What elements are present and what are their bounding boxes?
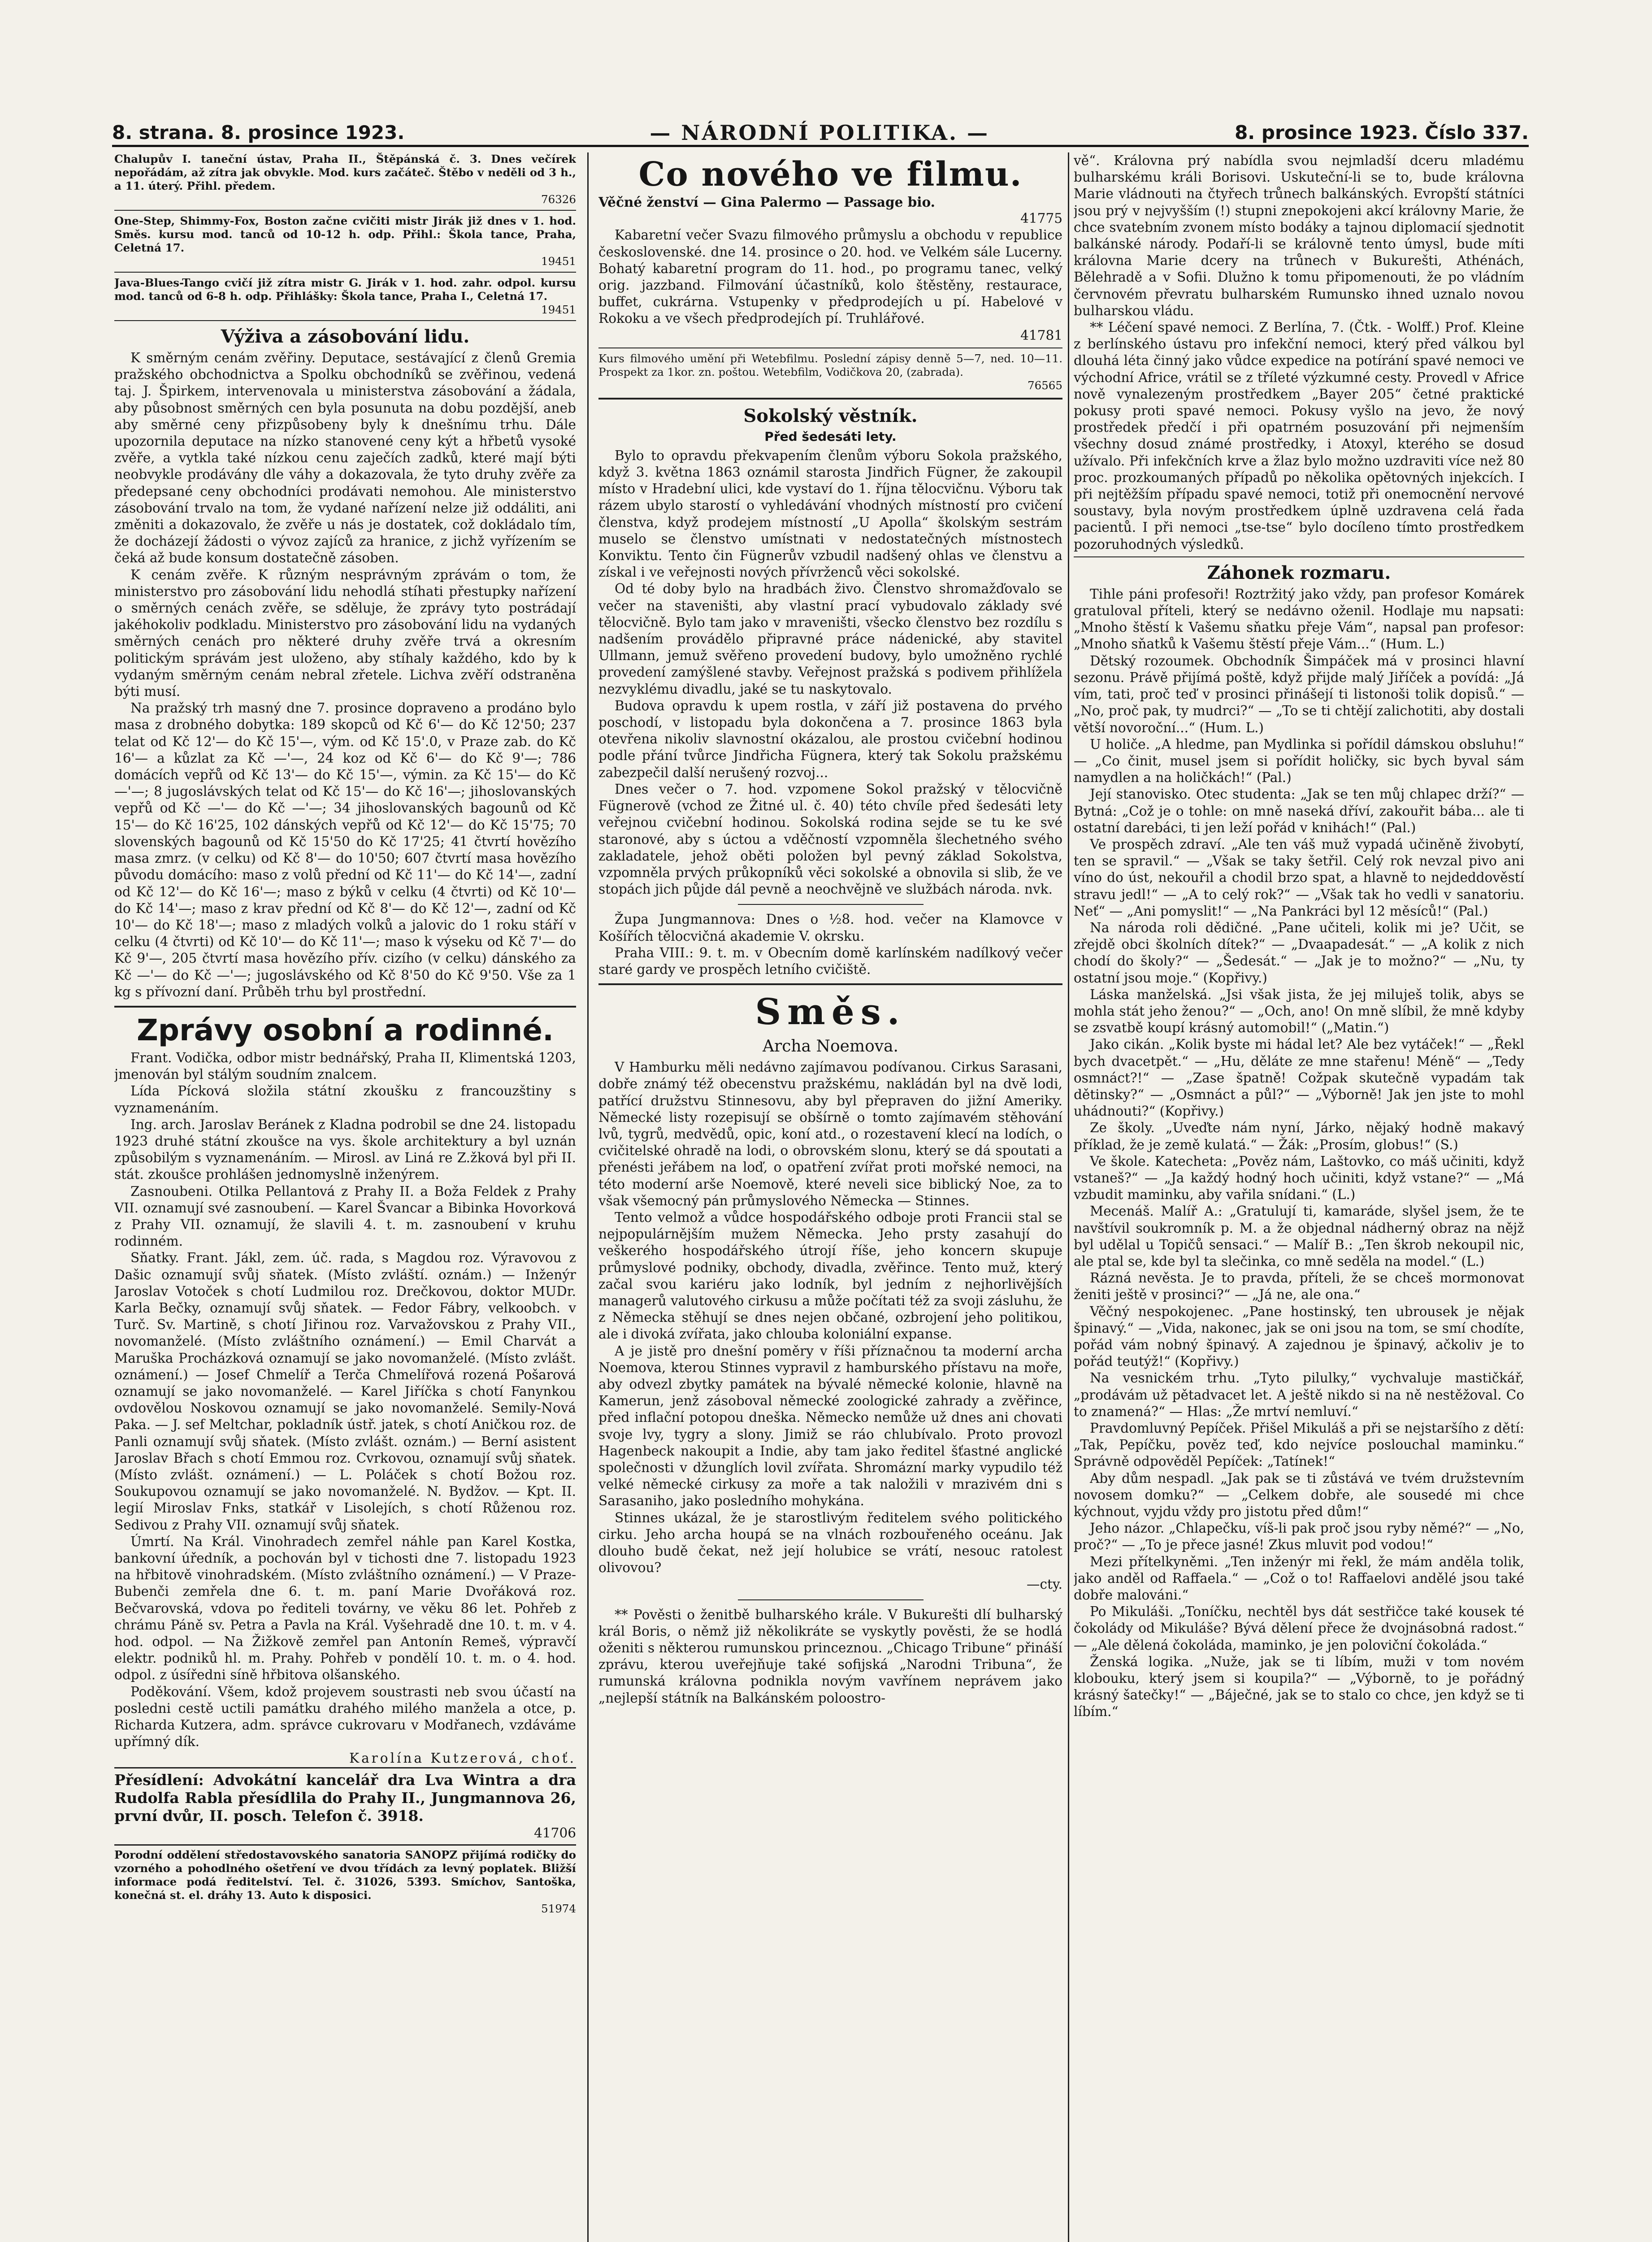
column-2 [598, 152, 1062, 2242]
article-paragraph: Ing. arch. Jaroslav Beránek z Kladna podrobil se dne 24. listopadu 1923 druhé státní zkoušce na vys. škole architektury a byl uznán způsobilým s vyznamenáním. — Mirosl. av Liná re Z.žková byl při II. stát. zkoušce prohlášen jednomyslně inženýrem. [114, 1117, 576, 1182]
section-subtitle: Před šedesáti lety. [764, 429, 897, 444]
article-paragraph: ** Léčení spavé nemoci. Z Berlína, 7. (Čtk. - Wolff.) Prof. Kleine z berlínského ústavu pro infekční nemoci, který před válkou byl dlouhá léta činný jako vůdce expedice na potírání spavé nemoci ve východní Africe, vrátil se z tříleté výzkumné cesty. Provedl v Africe nově vynalezeným prostředkem „Bayer 205“ četné praktické pokusy proti spavé nemoci. Pokusy vyšlo na jevo, že nový prostředek předčí i při opatrném posuzování při nejmenším všechny dosud známé prostředky, i Atoxyl, kterého se dosud užívalo. Při infekčních krve a žlaz bylo možno uzdraviti více než 80 proc. prozkoumaných případů po několika opětovných injekcích. I při nejtěžším případu spavé nemoci, totiž při onemocnění nervové soustavy, byla novým prostředkem úplně uzdravena celá řada pacientů. I při nemoci „tse-tse“ bylo docíleno tímto prostředkem pozoruhodných výsledků. [1074, 320, 1524, 552]
article-paragraph: A je jistě pro dnešní poměry v říši příznačnou ta moderní archa Noemova, kterou Stinnes vypravil z hamburského přístavu na moře, aby odvezl zbytky památek na bývalé německé kolonie, hlavně na Kamerun, jenž zásoboval německé zoologické zahrady a zvěřince, před inflační potopou dneška. Německo nemůže už dnes ani chovati svoje lvy, tygry a slony. Jimiž se ráo chlubívalo. Proto provozl Hagenbeck nakoupit a Indie, aby tam jako ředitel šťastné anglické společnosti v džunglích lovil zvířata. Shromázní marky vypudilo též velké německé cirkusy za moře a tak naložili v mrazivém dni s Sarasaniho, jako posledního mohykána. [598, 1343, 1062, 1509]
ad-text: One-Step, Shimmy-Fox, Boston začne cvičiti mistr Jirák již dnes v 1. hod. Směs. kursu mod. tanců od 10-12 h. odp. Přihl.: Škola tance, Praha, Celetná 17. [114, 214, 576, 254]
ad-code: 41775 [1020, 211, 1062, 226]
column-rule [1068, 152, 1069, 2242]
masthead-page-date: 8. strana. 8. prosince 1923. [112, 122, 405, 143]
joke-paragraph: Jako cikán. „Kolik byste mi hádal let? Ale bez vytáček!“ — „Řekl bych dvacetpět.“ — „Hu, děláte ze mne stařenu! Méně“ — „Tedy osmnáct?!“ — „Zase špatně! Cožpak skutečně vypadám tak dětinsky?“ — „Osmnáct a půl?“ — „Výborně! Jak jen jste to mohl uhádnouti?“ (Kopřivy.) [1074, 1037, 1524, 1119]
signature: Karolína Kutzerová, choť. [349, 1751, 576, 1766]
classified-ad [114, 152, 576, 206]
article-paragraph: Tento velmož a vůdce hospodářského odboje proti Francii stal se nejpopulárnějším mužem Německa. Jeho prsty zasahují do veškerého hospodářského útrojí říše, jeho koncern skupuje průmyslové podniky, obchody, divadla, zvěřince. Tento muž, který začal svou kariéru jako lodník, byl jedním z nejhorlivějších managerů valutového cirkusu a může počítati též za svoji zásluhu, že z Německa stěhují se dnes nejen občané, ozbrojení jeho politikou, ale i divoká zvířata, jako chlouba koloniální expanse. [598, 1209, 1062, 1342]
joke-paragraph: Dětský rozoumek. Obchodník Šimpáček má v prosinci hlavní sezonu. Právě přijímá poště, když přijde malý Jiříček a povídá: „Já vím, tati, proč teď v prosinci přinášejí ti listonoši tolik dopisů.“ — „No, proč pak, ty mudrci?“ — „To se ti chtějí zalichotiti, aby dostali větší novoroční...“ (Hum. L.) [1074, 653, 1524, 735]
divider [598, 398, 1062, 400]
ad-code: 19451 [541, 255, 576, 268]
column-3 [1074, 152, 1524, 2242]
article-paragraph: K cenám zvěře. K různým nesprávným zprávám o tom, že ministerstvo pro zásobování lidu nehodlá stíhati přestupky nařízení o směrných cenách zvěře, se sděluje, že zprávy tyto postrádají jakéhokoliv podkladu. Ministerstvo pro zásobování lidu na vydaných směrných cenách pro některé druhy zvěře trvá a okresním politickým správám jest uloženo, aby stíhaly každého, kdo by k vydaným směrným cenám nebral zřetele. Lichva zvěří odstraněna býti musí. [114, 567, 576, 700]
joke-paragraph: Jeho názor. „Chlapečku, víš-li pak proč jsou ryby němé?“ — „No, proč?“ — „To je přece jasné! Zkus mluvit pod vodou!“ [1074, 1521, 1524, 1553]
article-paragraph: Kurs filmového umění při Wetebfilmu. Poslední zápisy denně 5—7, ned. 10—11. Prospekt za 1kor. zn. poštou. Wetebfilm, Vodičkova 20, (zabrada). [598, 352, 1062, 378]
masthead-issue: 8. prosince 1923. Číslo 337. [1235, 122, 1529, 143]
ad-code: 51974 [541, 1902, 576, 1915]
column-1 [114, 152, 576, 2242]
section-title-zpravy: Zprávy osobní a rodinné. [136, 1012, 554, 1047]
ad-code: 76565 [1028, 378, 1062, 392]
joke-paragraph: Mezi přítelkyněmi. „Ten inženýr mi řekl, že mám anděla tolik, jako anděl od Raffaela.“ — „Což o to! Raffaelovi andělé jsou také dobře malováni.“ [1074, 1554, 1524, 1603]
article-paragraph: Poděkování. Všem, kdož projevem soustrasti neb svou účastí na posledni cestě uctili památku drahého milého manžela a otce, p. Richarda Kutzera, adm. správce cukrovaru v Modřanech, vzdáváme upřímný dík. [114, 1684, 576, 1750]
article-paragraph: Župa Jungmannova: Dnes o ½8. hod. večer na Klamovce v Košířích tělocvičná akademie V. okrsku. [598, 912, 1062, 944]
section-title-film: Co nového ve filmu. [638, 155, 1023, 194]
ad-text: Java-Blues-Tango cvičí již zítra mistr G. Jirák v 1. hod. zahr. odpol. kursu mod. tanců od 6-8 h. odp. Přihlášky: Škola tance, Praha I., Celetná 17. [114, 276, 576, 303]
joke-paragraph: U holiče. „A hledme, pan Mydlinka si pořídil dámskou obsluhu!“ — „Co činit, musel jsem si pořídit holičky, sic bych byval sám namydlen a na holičkách!“ (Pal.) [1074, 736, 1524, 786]
article-paragraph: Na pražský trh masný dne 7. prosince dopraveno a prodáno bylo masa z drobného dobytka: 189 skopců od Kč 6'— do Kč 12'50; 237 telat od Kč 12'— do Kč 15'—, vým. od Kč 15'.0, v Praze zab. do Kč 16'— a kůzlat za Kč —'—, 24 koz od Kč 6'— do Kč 9'—; 786 domácích vepřů od Kč 13'— do Kč 15'—, výmin. za Kč 15'— do Kč —'—; 8 jugoslávských telat od Kč 15'— do Kč 16'—; jihoslovanských vepřů od Kč —'— do Kč —'—; 34 jihoslovanských bagounů od Kč 15'— do Kč 16'25, 102 dánských vepřů od Kč 12'— do Kč 15'75; 70 slovenských bagounů od Kč 15'50 do Kč 17'25; 41 čtvrtí hovězího masa zmrz. (v celku) od Kč 8'— do 10'50; 607 čtvrtí masa hovězího původu domácího: maso z volů přední od Kč 11'— do Kč 14'—, zadní od Kč 12'— do Kč 16'—; maso z býků v celku (4 čtvrti) od Kč 10'— do Kč 14'—; maso z krav přední od Kč 8'— do Kč 12'—, zadní od Kč 10'— do Kč 18'—; maso z mladých volků a jalovic do 1 roku stáří v celku (4 čtvrti) od Kč 10'— do Kč 11'—; maso k výseku od Kč 7'— do Kč 9'—, 205 čtvrtí masa hovězího přív. cizího (v celku) dánského za Kč —'— do Kč —'—; jugoslávského od Kč 8'50 do Kč 9'50. Vše za 1 kg s přívozní daní. Průběh trhu byl prostřední. [114, 700, 576, 999]
joke-paragraph: Její stanovisko. Otec studenta: „Jak se ten můj chlapec drží?“ — Bytná: „Což je o tohle: on mně naseká dříví, zakouřit bába... ale ti ostatní darebáci, ti jen leží pořád v knihách!“ (Pal.) [1074, 786, 1524, 835]
joke-paragraph: Ženská logika. „Nuže, jak se ti líbím, muži v tom novém klobouku, který jsem si koupila?“ — „Výborně, to je pořádný krásný šatečky!“ — „Báječné, jak se to stalo co chce, jen když se ti líbím.“ [1074, 1654, 1524, 1720]
divider [114, 210, 576, 211]
article-paragraph: Stinnes ukázal, že je starostlivým ředitelem svého politického cirku. Jeho archa houpá se na vlnách rozbouřeného oceánu. Jak dlouho budě čekat, než její holubice se vrátí, nesouc ratolest olivovou? [598, 1510, 1062, 1576]
divider [114, 272, 576, 273]
joke-paragraph: Láska manželská. „Jsi však jista, že jej miluješ tolik, abys se mohla stát jeho ženou?“ — „Och, ano! On mně slíbil, že mně kdyby se zsvatbě koupí krásný automobil!“ („Matin.“) [1074, 986, 1524, 1036]
divider [738, 904, 924, 905]
ad-text: Chalupův I. taneční ústav, Praha II., Štěpánská č. 3. Dnes večírek nepořádám, až zítra jak obvykle. Mod. kurs začáteč. Štěbo v neděli od 3 h., a 11. úterý. Přihl. předem. [114, 152, 576, 192]
joke-paragraph: Na vesnickém trhu. „Tyto pilulky,“ vychvaluje mastičkář, „prodávám už pětadvacet let. A ještě nikdo si na ně nestěžoval. Co to znamená?“ — Hlas: „Že mrtví nemluví.“ [1074, 1370, 1524, 1419]
ad-text: Přesídlení: Advokátní kancelář dra Lva Wintra a dra Rudolfa Rabla přesídlila do Prahy II., Jungmannova 26, první dvůr, II. posch. Telefon č. 3918. [114, 1771, 576, 1825]
ad-code: 41706 [534, 1825, 576, 1841]
classified-ad [114, 1844, 576, 1916]
article-paragraph: Úmrtí. Na Král. Vinohradech zemřel náhle pan Karel Kostka, bankovní úředník, a pochován byl v tichosti dne 7. listopadu 1923 na hřbitově vinohradském. (Místo zvláštního oznámení.) — V Praze-Bubenči zemřela dne 6. t. m. paní Marie Dvořáková roz. Bečvarovská, vdova po řediteli továrny, ve věku 86 let. Pohřeb z chrámu Páně sv. Petra a Pavla na Král. Vyšehradě dne 10. t. m. v 4. hod. odpol. — Na Žižkově zemřel pan Antonín Remeš, výpravčí elektr. podniků hl. m. Prahy. Pohřeb v pondělí 10. t. m. o 4. hod. odpol. z úsíředni síně hřbitova olšanského. [114, 1534, 576, 1683]
joke-paragraph: Ve škole. Katecheta: „Pověz nám, Laštovko, co máš učiniti, když vstaneš?“ — „Ja každý hodný hoch učiniti, když vstane?“ — „Má vzbudit maminku, aby vařila snídani.“ (L.) [1074, 1153, 1524, 1203]
column-rule [587, 152, 589, 2242]
classified-ad [114, 1767, 576, 1842]
article-paragraph: Od té doby bylo na hradbách živo. Členstvo shromažďovalo se večer na staveništi, aby vlastní prací vybudovalo základy své tělocvičně. Bylo tam jako v mraveništi, všecko členstvo bez rozdílu s nadšením provádělo připravné práce nádenické, aby stavitel Ullmann, jemuž svěřeno provedení budovy, bylo umožněno rychlé provedení zamýšlené stavby. Veřejnost pražská s podivem přihlížela nezvyklému divadlu, jaké se tu naskytovalo. [598, 581, 1062, 697]
ad-code: 19451 [541, 303, 576, 316]
divider [598, 983, 1062, 985]
joke-paragraph: Po Mikuláši. „Toníčku, nechtěl bys dát sestřičce také kousek té čokolády od Mikuláše? Bývá dělení přece že dvojnásobná radost.“ — „Ale dělená čokoláda, maminko, je jen poloviční čokoláda.“ [1074, 1604, 1524, 1653]
article-paragraph: vě“. Královna prý nabídla svou nejmladší dceru mladému bulharskému králi Borisovi. Uskuteční-li se to, bude královna Marie vládnouti na čtyřech trůnech balkánských. Evropští státníci jsou prý v nejvyšším (!) stupni znepokojeni akcí královny Marie, že chce svatebním zvonem místo bodáky a tajnou diplomacií sjednotit balkánské národy. Podaří-li se královně tento úmysl, bude míti královna Marie dcery na trůnech v Bukurešti, Athénách, Bělehradě a v Sofii. Dlužno k tomu připomenouti, že po vládním červnovém převratu bulharském Rumunsko ihned uznalo novou bulharskou vládu. [1074, 153, 1524, 318]
section-title-vyziva: Výživa a zásobování lidu. [221, 326, 470, 347]
joke-paragraph: Tihle páni profesoři! Roztržitý jako vždy, pan profesor Komárek gratuloval příteli, který se nedávno oženil. Hodlaje mu napsati: „Mnoho štěstí k Vašemu sňatku přeje Vám“, napsal pan profesor: „Mnoho sňatků k Vašemu štěstí přeje Vám...“ (Hum. L.) [1074, 586, 1524, 652]
ad-code: 76326 [541, 193, 576, 206]
joke-paragraph: Rázná nevěsta. Je to pravda, příteli, že se chceš mormonovat ženiti ještě v prosinci?“ — „Já ne, ale ona.“ [1074, 1270, 1524, 1303]
article-paragraph: K směrným cenám zvěřiny. Deputace, sestávající z členů Gremia pražského obchodnictva a Spolku obchodníků se zvěřinou, vedená taj. J. Špirkem, intervenovala u ministerstva zásobování a žádala, aby působnost směrných cen byla posunuta na dobu pozdější, aneb aby směrné ceny přizpůsobeny byly k dnešnímu trhu. Dále upozornila deputace na nízko stanovené ceny kýt a hřbetů vysoké zvěře, a vytkla také nízkou cenu zaječích zadků, které mají býti neobvykle prodávány dle váhy a dokazovala, že tyto druhy zvěře za předepsané ceny obchodníci prodávati nemohou. Ale ministerstvo zásobování trvalo na tom, že vydané nařízení nelze již oddáliti, ani změniti a dokazovalo, že zvěře u nás je dostatek, což dokládalo tím, že docházejí žádosti o vývoz zajíců za hranice, z jichž vyřízením se čeká až bude konsum dostatečně zásoben. [114, 350, 576, 566]
classified-ad [114, 276, 576, 317]
article-paragraph: Kabaretní večer Svazu filmového průmyslu a obchodu v republice československé. dne 14. prosince o 20. hod. ve Velkém sále Lucerny. Bohatý kabaretní program do 11. hod., po programu tanec, velký orig. jazzband. Filmování účastníků, kolo štěstěny, restaurace, buffet, cukrárna. Vstupenky v předprodejích u pí. Habelové v Rokoku a ve všech předprodejích pí. Truhlářové. [598, 227, 1062, 326]
article-paragraph: Praha VIII.: 9. t. m. v Obecním domě karlínském nadílkový večer staré gardy ve prospěch letního cvičiště. [598, 945, 1062, 977]
joke-paragraph: Věčný nespokojenec. „Pane hostinský, ten ubrousek je nějak špinavý.“ — „Vida, nakonec, jak se oni jsou na tom, se smí chodíte, pořád vám nobný špinavý. A zajednou je špinavý, ačkoliv je to pořád teutýž!“ (Kopřivy.) [1074, 1303, 1524, 1369]
divider [114, 320, 576, 321]
article-paragraph: Lída Pícková složila státní zkoušku z francouzštiny s vyznamenáním. [114, 1083, 576, 1116]
publication-title: — NÁRODNÍ POLITIKA. — [650, 120, 990, 145]
article-paragraph: Sňatky. Frant. Jákl, zem. úč. rada, s Magdou roz. Výravovou z Dašic oznamují svůj sňatek. (Místo zvláští. oznám.) — Inženýr Jaroslav Votoček s chotí Ludmilou roz. Drečkovou, doktor MUDr. Karla Bečky, oznamují svůj sňatek. — Fedor Fábry, velkoobch. v Turč. Sv. Martině, s chotí Jiřinou roz. Varvažovskou z Prahy VII., novomanželé. (Místo zvláštního oznámení.) — Emil Charvát a Maruška Procházková oznamují se jako novomanželé. (Místo zvlášt. oznámení.) — Josef Chmelíř a Terča Chmelířová rozená Pošarová oznamují se jako novomanželé. — Karel Jiříčka s chotí Fanynkou ovdovělou Noskovou oznamují se jako novomanželé. Semily-Nová Paka. — J. sef Meltchar, pokladník ústř. jatek, s chotí Aničkou roz. de Panli oznamují svůj sňatek. (Místo zvlášt. oznám.) — Berní asistent Jaroslav Břach s chotí Emmou roz. Cvrkovou, oznamují svůj sňatek. (Místo zvlášt. oznámení.) — L. Poláček s chotí Božou roz. Soukupovou oznamují se jako novomanželé. N. Bydžov. — Kpt. II. legií Miroslav Fnks, statkář v Lisolejích, s chotí Růženou roz. Sedivou z Prahy VII. oznamují svůj sňatek. [114, 1250, 576, 1533]
joke-paragraph: Ze školy. „Uveďte nám nyní, Járko, nějaký hodně makavý příklad, že je země kulatá.“ — Žák: „Prosím, globus!“ (S.) [1074, 1120, 1524, 1152]
classified-ad [114, 214, 576, 268]
joke-paragraph: Na národa roli dědičné. „Pane učiteli, kolik mi je? Učit, se zřejdě obci školních dítek?“ — „Dvaapadesát.“ — „A kolik z nich chodí do školy?“ — „Šedesát.“ — „Jak je to možno?“ — „Nu, ty ostatní jsou moje.“ (Kopřivy.) [1074, 920, 1524, 986]
section-title-sokol: Sokolský věstník. [743, 405, 918, 426]
joke-paragraph: Ve prospěch zdraví. „Ale ten váš muž vypadá učiněně živobytí, ten se spravil.“ — „Však se taky šetřil. Celý rok nevzal pivo ani víno do úst, nekouřil a chodil brzo spat, a hlavně to nejdeddověstí stravu jedl!“ — „A to celý rok?“ — „Však tak ho vedli v sanatoriu. Neť“ — „Ani pomyslit!“ — „Na Pankráci byl 12 měsíců!“ (Pal.) [1074, 836, 1524, 919]
article-paragraph: V Hamburku měli nedávno zajímavou podívanou. Cirkus Sarasani, dobře známý též obecenstvu pražskému, nakládán byl na dvě lodi, patřící družstvu Stinnesovu, aby byl přepraven do jižní Ameriky. Německé listy rozepisují se obšírně o tomto zajímavém stěhování lvů, tygrů, medvědů, opic, koní atd., o rozestavení klecí na lodích, o cvičitelské ohradě na lodi, o obrovském slonu, který se dá spoutati a přenésti jeřábem na loď, o opatření zvířat proti mořské nemoci, na této moderní arše Noemově, které neveli sice biblický Noe, za to však všemocný pán průmyslového Německa — Stinnes. [598, 1060, 1062, 1208]
section-title-smes: Směs. [755, 991, 906, 1033]
ad-code: 41781 [1020, 327, 1062, 343]
joke-paragraph: Pravdomluvný Pepíček. Přišel Mikuláš a při se nejstaršího z dětí: „Tak, Pepíčku, pověz teď, kdo nejvíce poslouchal maminku.“ Správně odpověděl Pepíček: „Tatínek!“ [1074, 1421, 1524, 1469]
divider [114, 1006, 576, 1008]
joke-paragraph: Mecenáš. Malíř A.: „Gratulují ti, kamaráde, slyšel jsem, že te navštívil soukromník p. M. a že objednal nádherný obraz na nějž byl udělal u Topičů sensaci.“ — Malíř B.: „Ten škrob nekoupil nic, ale ptal se, kde byl ta slečinka, co mně seděla na model.“ (L.) [1074, 1204, 1524, 1269]
signature: —cty. [1026, 1577, 1062, 1592]
divider [738, 1599, 924, 1600]
article-paragraph: Zasnoubeni. Otilka Pellantová z Prahy II. a Boža Feldek z Prahy VII. oznamují své zasnoubení. — Karel Švancar a Bibinka Hovorková z Prahy VII. oznamují, že slavili 4. t. m. zasnoubení v kruhu rodinném. [114, 1183, 576, 1249]
article-paragraph: Budova opravdu k upem rostla, v září již postavena do prvého poschodí, v listopadu byla dokončena a 7. prosince 1863 byla otevřena nikoliv slavnostní okázalou, ale prostou cvičební hodinou podle přání tvůrce Jindřicha Fügnera, který tak Sokolu pražskému zabezpečil další nerušený rozvoj... [598, 698, 1062, 780]
masthead [112, 120, 1529, 147]
article-paragraph: Věčné ženství — Gina Palermo — Passage bio. [598, 194, 935, 210]
article-paragraph: Dnes večer o 7. hod. vzpomene Sokol pražský v tělocvičně Fügnerově (vchod ze Žitné ul. č. 40) této chvíle před šedesáti lety veřejnou cvičební hodinou. Sokolská rodina sejde se tu ke své staronové, aby s úctou a vděčností vzpomněla šlechetného svého zakladatele, jehož oběti položen byl pevný základ Sokolstva, vzpomněla prvých průkopníků věci sokolské a obnovila si slib, že ve stopách jich půjde dál pevně a neochvějně ve službách národa. nvk. [598, 781, 1062, 897]
article-paragraph: Frant. Vodička, odbor mistr bednářský, Praha II, Klimentská 1203, jmenován byl stálým soudním znalcem. [114, 1050, 576, 1082]
article-paragraph: ** Pověsti o ženitbě bulharského krále. V Bukurešti dlí bulharský král Boris, o němž již několikráte se vyskytly pověsti, že se hodlá oženiti s některou rumunskou princeznou. „Chicago Tribune“ přináší zprávu, kterou uveřejňuje také soﬁjská „Narodni Tribuna“, že rumunská královna podnikla novým vavřínem neprávem jako „nejlepší státník na Balkánském poloostro- [598, 1607, 1062, 1706]
joke-paragraph: Aby dům nespadl. „Jak pak se ti zůstává ve tvém družstevním novosem domku?“ — „Celkem dobře, ale sousedé mi chce kýchnout, vyjdu vždy pro jistotu před dům!“ [1074, 1470, 1524, 1520]
article-paragraph: Bylo to opravdu překvapením členům výboru Sokola pražského, když 3. května 1863 oznámil starosta Jindřich Fügner, že zakoupil místo v Hradební ulici, kde vystaví do 1. října tělocvičnu. Výboru tak rázem ubylo starostí o vyhledávání vhodných místností pro cvičení členstva, když prodejem místností „U Apolla“ školským sestrám muselo se členstvo umístnati v nedostatečných místnostech Konviktu. Tento čin Fügnerův vzbudil nadšený ohlas ve členstvu a získal i ve veřejnosti nových přívrženců věci sokolské. [598, 448, 1062, 580]
article-title: Archa Noemova. [763, 1037, 898, 1056]
divider [1074, 556, 1524, 557]
section-title-zahonek: Záhonek rozmaru. [1207, 562, 1391, 583]
ad-text: Porodní oddělení středostavovského sanatoria SANOPZ přijímá rodičky do vzorného a pohodlného ošetření ve dvou třídách za levný poplatek. Bližší informace podá ředitelství. Tel. č. 31026, 5393. Smíchov, Santoška, konečná st. el. dráhy 13. Auto k disposici. [114, 1848, 576, 1902]
